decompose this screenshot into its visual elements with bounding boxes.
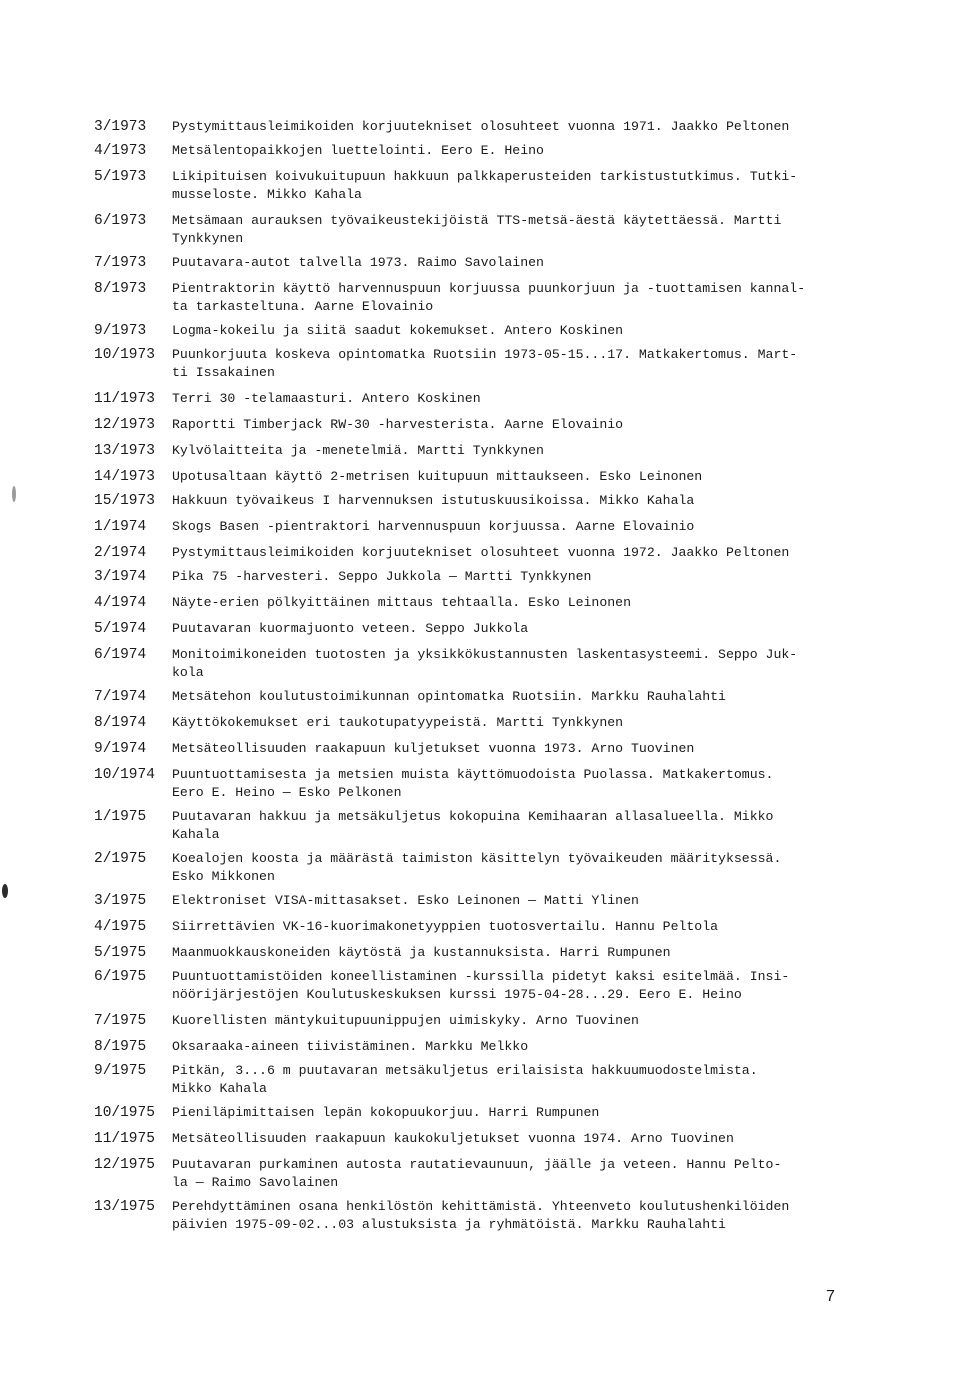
- report-number: 8/1975: [94, 1039, 147, 1055]
- report-title-line: Skogs Basen -pientraktori harvennuspuun korjuussa. Aarne Elovainio: [172, 519, 695, 534]
- report-number: 3/1975: [94, 893, 147, 909]
- report-title: [172, 212, 837, 248]
- report-title-line: Pystymittausleimikoiden korjuutekniset olosuhteet vuonna 1972. Jaakko Peltonen: [172, 545, 790, 560]
- report-number: 7/1974: [94, 689, 147, 705]
- report-number: 12/1975: [94, 1157, 155, 1173]
- report-title-line: Puutavaran purkaminen autosta rautatievaunuun, jäälle ja veteen. Hannu Pelto-: [172, 1157, 782, 1172]
- report-title: [172, 254, 837, 272]
- report-title: [172, 766, 837, 802]
- report-title-line: Käyttökokemukset eri taukotupatyypeistä. Martti Tynkkynen: [172, 715, 624, 730]
- report-title-line: Pitkän, 3...6 m puutavaran metsäkuljetus erilaisista hakkuumuodostelmista.: [172, 1063, 758, 1078]
- report-number: 9/1974: [94, 741, 147, 757]
- report-number: 7/1973: [94, 255, 147, 271]
- report-title: [172, 492, 837, 510]
- report-title: [172, 594, 837, 612]
- scan-mark: [2, 884, 8, 898]
- report-title-line: Oksaraaka-aineen tiivistäminen. Markku Melkko: [172, 1039, 529, 1054]
- report-title-line: Puutavara-autot talvella 1973. Raimo Savolainen: [172, 255, 544, 270]
- report-title: [172, 390, 837, 408]
- report-number: 6/1973: [94, 213, 147, 229]
- report-title-line: Puutavaran hakkuu ja metsäkuljetus kokopuina Kemihaaran allasalueella. Mikko: [172, 809, 774, 824]
- report-title-line: Hakkuun työvaikeus I harvennuksen istutuskuusikoissa. Mikko Kahala: [172, 493, 695, 508]
- report-number: 7/1975: [94, 1013, 147, 1029]
- report-title-line: Likipituisen koivukuitupuun hakkuun palkkaperusteiden tarkistustutkimus. Tutki-: [172, 169, 798, 184]
- report-title-line: Siirrettävien VK-16-kuorimakonetyyppien tuotosvertailu. Hannu Peltola: [172, 919, 719, 934]
- report-title: [172, 142, 837, 160]
- report-title: [172, 892, 837, 910]
- report-title-line: ti Issakainen: [172, 365, 275, 380]
- report-number: 15/1973: [94, 493, 155, 509]
- report-title: [172, 346, 837, 382]
- report-number: 1/1974: [94, 519, 147, 535]
- report-title: [172, 468, 837, 486]
- report-title-line: Tynkkynen: [172, 231, 244, 246]
- report-title-line: Elektroniset VISA-mittasakset. Esko Leinonen — Matti Ylinen: [172, 893, 639, 908]
- report-title-line: Eero E. Heino — Esko Pelkonen: [172, 785, 402, 800]
- report-number: 13/1975: [94, 1199, 155, 1215]
- report-title: [172, 1198, 837, 1234]
- report-title-line: nöörijärjestöjen Koulutuskeskuksen kurssi 1975-04-28...29. Eero E. Heino: [172, 987, 742, 1002]
- report-title-line: Metsätehon koulutustoimikunnan opintomatka Ruotsiin. Markku Rauhalahti: [172, 689, 726, 704]
- report-number: 13/1973: [94, 443, 155, 459]
- report-number: 5/1975: [94, 945, 147, 961]
- report-title: [172, 620, 837, 638]
- report-title: [172, 518, 837, 536]
- report-number: 8/1974: [94, 715, 147, 731]
- report-number: 5/1973: [94, 169, 147, 185]
- report-title: [172, 646, 837, 682]
- report-title-line: Puuntuottamistöiden koneellistaminen -kurssilla pidetyt kaksi esitelmää. Insi-: [172, 969, 790, 984]
- report-title-line: Mikko Kahala: [172, 1081, 267, 1096]
- report-title: [172, 1156, 837, 1192]
- report-number: 11/1973: [94, 391, 155, 407]
- report-title-line: Pika 75 -harvesteri. Seppo Jukkola — Martti Tynkkynen: [172, 569, 592, 584]
- report-number: 8/1973: [94, 281, 147, 297]
- report-number: 6/1975: [94, 969, 147, 985]
- report-number: 6/1974: [94, 647, 147, 663]
- report-number: 14/1973: [94, 469, 155, 485]
- report-title-line: Raportti Timberjack RW-30 -harvesterista. Aarne Elovainio: [172, 417, 624, 432]
- report-number: 3/1973: [94, 119, 147, 135]
- report-title-line: Upotusaltaan käyttö 2-metrisen kuitupuun mittaukseen. Esko Leinonen: [172, 469, 703, 484]
- report-title-line: Kahala: [172, 827, 220, 842]
- report-title-line: Kylvölaitteita ja -menetelmiä. Martti Tynkkynen: [172, 443, 544, 458]
- report-title: [172, 168, 837, 204]
- report-title-line: Maanmuokkauskoneiden käytöstä ja kustannuksista. Harri Rumpunen: [172, 945, 671, 960]
- report-number: 5/1974: [94, 621, 147, 637]
- report-title: [172, 918, 837, 936]
- report-number: 12/1973: [94, 417, 155, 433]
- report-title: [172, 416, 837, 434]
- report-title-line: ta tarkasteltuna. Aarne Elovainio: [172, 299, 434, 314]
- report-number: 9/1975: [94, 1063, 147, 1079]
- report-number: 2/1975: [94, 851, 147, 867]
- report-number: 4/1975: [94, 919, 147, 935]
- report-title-line: Metsämaan aurauksen työvaikeustekijöistä TTS-metsä-äestä käytettäessä. Martti: [172, 213, 782, 228]
- report-title-line: Terri 30 -telamaasturi. Antero Koskinen: [172, 391, 481, 406]
- report-title-line: Näyte-erien pölkyittäinen mittaus tehtaalla. Esko Leinonen: [172, 595, 631, 610]
- report-title-line: Puunkorjuuta koskeva opintomatka Ruotsiin 1973-05-15...17. Matkakertomus. Mart-: [172, 347, 798, 362]
- report-title-line: Monitoimikoneiden tuotosten ja yksikkökustannusten laskentasysteemi. Seppo Juk-: [172, 647, 798, 662]
- report-title-line: Pieniläpimittaisen lepän kokopuukorjuu. Harri Rumpunen: [172, 1105, 600, 1120]
- report-title-line: musseloste. Mikko Kahala: [172, 187, 362, 202]
- report-title: [172, 740, 837, 758]
- report-number: 10/1973: [94, 347, 155, 363]
- report-title: [172, 688, 837, 706]
- report-title-line: Puuntuottamisesta ja metsien muista käyttömuodoista Puolassa. Matkakertomus.: [172, 767, 774, 782]
- report-number: 4/1973: [94, 143, 147, 159]
- report-title-line: Metsäteollisuuden raakapuun kaukokuljetukset vuonna 1974. Arno Tuovinen: [172, 1131, 734, 1146]
- report-title-line: Metsälentopaikkojen luettelointi. Eero E. Heino: [172, 143, 544, 158]
- report-title: [172, 1104, 837, 1122]
- report-number: 9/1973: [94, 323, 147, 339]
- report-number: 11/1975: [94, 1131, 155, 1147]
- report-title: [172, 850, 837, 886]
- scan-mark: [12, 486, 16, 502]
- report-title-line: kola: [172, 665, 204, 680]
- report-title-line: Pientraktorin käyttö harvennuspuun korjuussa puunkorjuun ja -tuottamisen kannal-: [172, 281, 806, 296]
- report-title-line: Kuorellisten mäntykuitupuunippujen uimiskyky. Arno Tuovinen: [172, 1013, 639, 1028]
- report-title-line: la — Raimo Savolainen: [172, 1175, 339, 1190]
- report-number: 10/1974: [94, 767, 155, 783]
- report-title-line: Esko Mikkonen: [172, 869, 275, 884]
- report-title: [172, 968, 837, 1004]
- report-title-line: Logma-kokeilu ja siitä saadut kokemukset. Antero Koskinen: [172, 323, 624, 338]
- report-title: [172, 808, 837, 844]
- report-title: [172, 280, 837, 316]
- report-title: [172, 544, 837, 562]
- report-title-line: Koealojen koosta ja määrästä taimiston käsittelyn työvaikeuden määrityksessä.: [172, 851, 782, 866]
- report-title: [172, 944, 837, 962]
- report-number: 3/1974: [94, 569, 147, 585]
- report-title-line: Puutavaran kuormajuonto veteen. Seppo Jukkola: [172, 621, 529, 636]
- report-title: [172, 568, 837, 586]
- report-title: [172, 714, 837, 732]
- report-number: 10/1975: [94, 1105, 155, 1121]
- report-title: [172, 118, 837, 136]
- report-title: [172, 322, 837, 340]
- report-title-line: Perehdyttäminen osana henkilöstön kehittämistä. Yhteenveto koulutushenkilöiden: [172, 1199, 790, 1214]
- page-number: 7: [826, 1288, 835, 1305]
- report-title-line: Pystymittausleimikoiden korjuutekniset olosuhteet vuonna 1971. Jaakko Peltonen: [172, 119, 790, 134]
- report-title: [172, 1130, 837, 1148]
- report-number: 1/1975: [94, 809, 147, 825]
- report-title: [172, 442, 837, 460]
- report-title-line: Metsäteollisuuden raakapuun kuljetukset vuonna 1973. Arno Tuovinen: [172, 741, 695, 756]
- report-number: 4/1974: [94, 595, 147, 611]
- report-title: [172, 1012, 837, 1030]
- report-number: 2/1974: [94, 545, 147, 561]
- report-title-line: päivien 1975-09-02...03 alustuksista ja ryhmätöistä. Markku Rauhalahti: [172, 1217, 726, 1232]
- report-title: [172, 1062, 837, 1098]
- report-title: [172, 1038, 837, 1056]
